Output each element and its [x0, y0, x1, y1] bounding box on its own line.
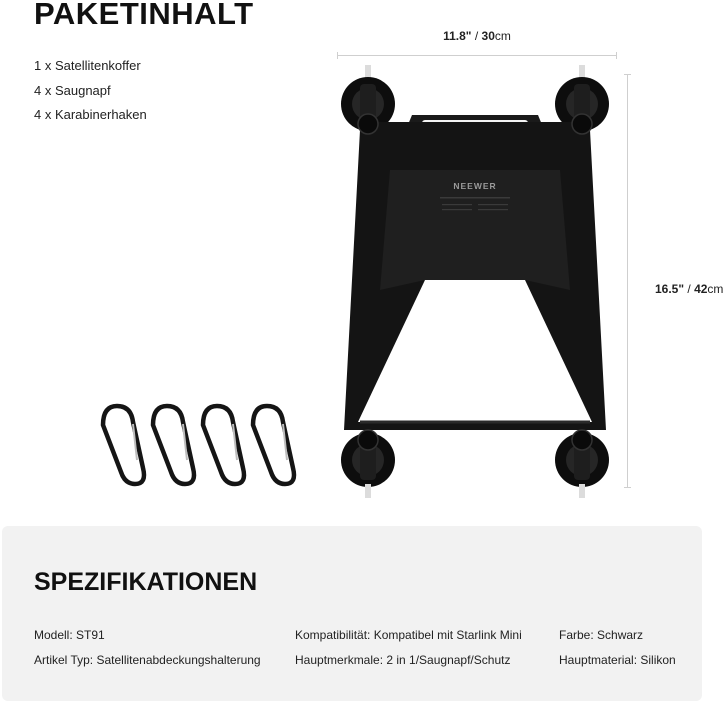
width-inch: 11.8": [443, 29, 472, 43]
spec-model: Modell: ST91: [34, 628, 105, 642]
carabiner-icon: [103, 406, 144, 484]
width-cm: 30: [481, 29, 495, 43]
width-separator: /: [471, 29, 482, 43]
carabiner-icon: [203, 406, 244, 484]
spec-main-features: Hauptmerkmale: 2 in 1/Saugnapf/Schutz: [295, 653, 511, 667]
spec-material: Hauptmaterial: Silikon: [559, 653, 676, 667]
package-item: 4 x Saugnapf: [34, 82, 111, 98]
width-unit: cm: [494, 29, 511, 43]
package-item: 4 x Karabinerhaken: [34, 107, 147, 122]
package-title: PAKETINHALT: [34, 0, 254, 31]
specifications-panel: [2, 526, 702, 701]
brand-logo: NEEWER: [453, 181, 497, 191]
specifications-title: SPEZIFIKATIONEN: [34, 568, 258, 596]
carabiners-image: [95, 400, 305, 490]
package-item: 1 x Satellitenkoffer: [34, 58, 141, 73]
width-dimension: [337, 29, 617, 49]
height-unit: cm: [707, 282, 723, 296]
width-dimension-line: [337, 55, 617, 56]
spec-item-type: Artikel Typ: Satellitenabdeckungshalterung: [34, 653, 261, 667]
spec-color: Farbe: Schwarz: [559, 628, 644, 642]
width-label: [337, 29, 617, 43]
height-inch: 16.5": [655, 282, 685, 296]
package-contents-list: [34, 54, 147, 128]
spec-compatibility: Kompatibilität: Kompatibel mit Starlink Mini: [295, 628, 522, 642]
carabiner-icon: [153, 406, 194, 484]
height-cm: 42: [694, 282, 708, 296]
product-image: [330, 60, 620, 500]
height-separator: /: [684, 282, 695, 296]
height-dimension-line: [627, 74, 628, 488]
carabiner-icon: [253, 406, 294, 484]
height-label: [655, 282, 723, 296]
